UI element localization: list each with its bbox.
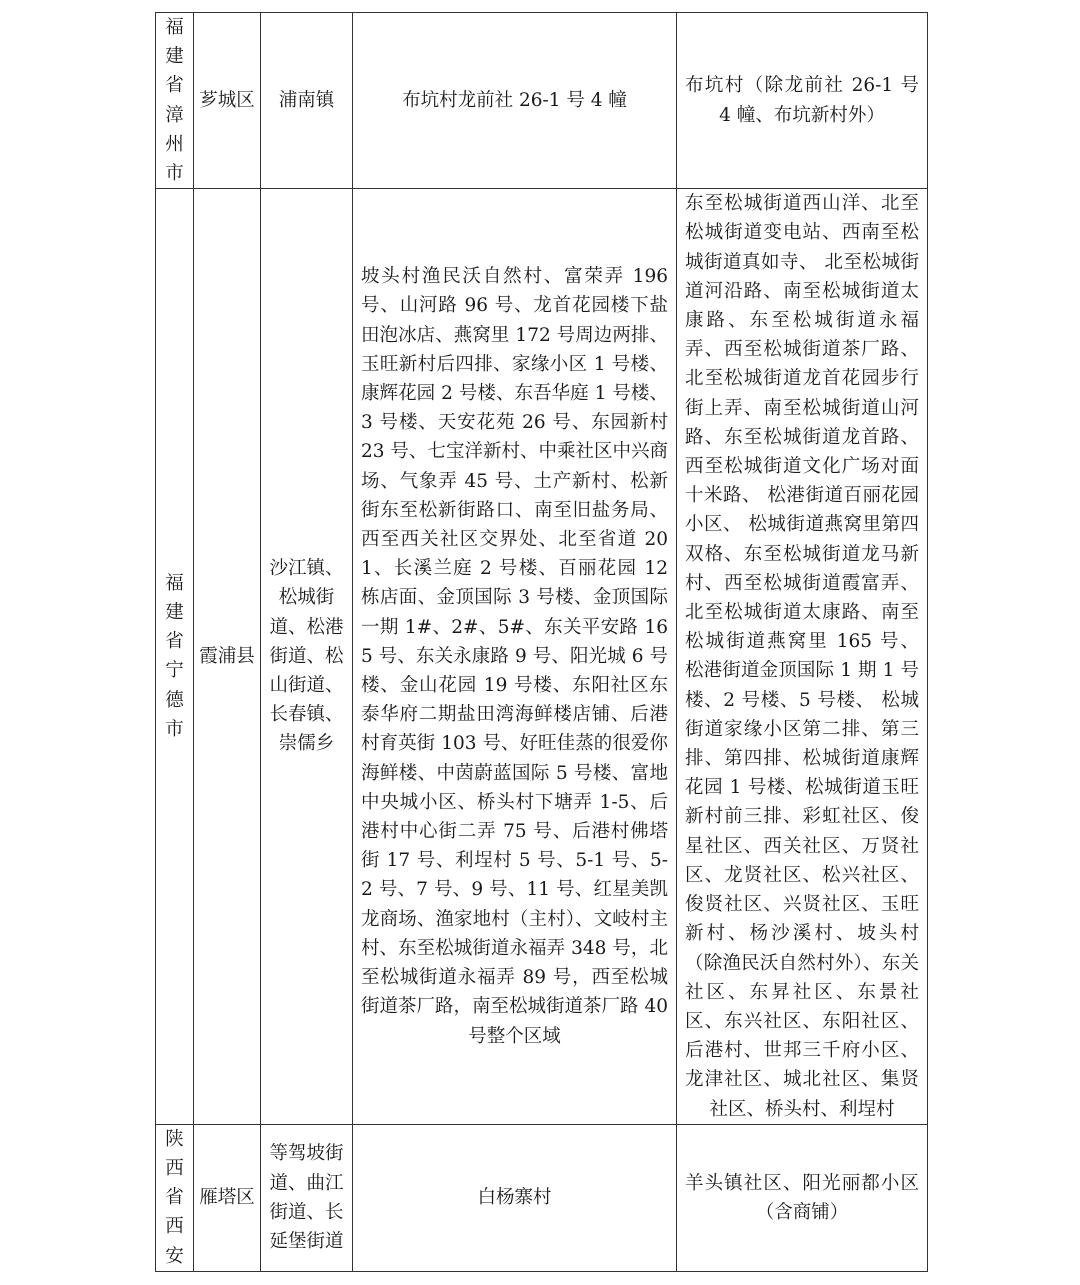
- district-cell: 雁塔区: [194, 1124, 261, 1271]
- province-city-cell: 福建省宁德市: [156, 189, 194, 1125]
- province-city-cell: 福建省漳州市: [156, 13, 194, 189]
- table-row: [156, 1124, 928, 1271]
- medium-risk-area-text: 羊头镇社区、阳光丽都小区（含商铺）: [685, 1172, 919, 1223]
- high-risk-area-cell: [353, 13, 677, 189]
- medium-risk-area-text: 布坑村（除龙前社 26-1 号 4 幢、布坑新村外）: [685, 75, 919, 126]
- town-cell: 沙江镇、松城街道、松港街道、松山街道、长春镇、崇儒乡: [261, 189, 353, 1125]
- province-city-cell: 陕西省西安: [156, 1124, 194, 1271]
- medium-risk-area-text: 东至松城街道西山洋、北至松城街道变电站、西南至松城街道真如寺、 北至松城街道河沿路、南至松城街道太康路、东至松城街道永福弄、西至松城街道茶厂路、北至松城街道龙首花园步行街上弄、南至松城街道山河路、东至松城街道龙首路、西至松城街道文化广场对面十米路、 松港街道百丽花园小区、 松城街道燕窝里第四双格、东至松城街道龙马新村、西至松城街道霞富弄、北至松城街道太康路、南至松城街道燕窝里 165 号、 松港街道金顶国际 1 期 1 号楼、2 号楼、5 号楼、 松城街道家缘小区第二排、第三排、第四排、松城街道康辉花园 1 号楼、松城街道玉旺新村前三排、彩虹社区、俊星社区、西关社区、万贤社区、龙贤社区、松兴社区、俊贤社区、兴贤社区、玉旺新村、杨沙溪村、坡头村（除渔民沃自然村外）、东关社区、东昇社区、东景社区、东兴社区、东阳社区、后港村、世邦三千府小区、龙津社区、城北社区、集贤社区、桥头村、利埕村: [685, 193, 919, 1120]
- table-row: [156, 189, 928, 1125]
- high-risk-area-cell: [353, 1124, 677, 1271]
- medium-risk-area-cell: [677, 189, 928, 1125]
- table-row: [156, 13, 928, 189]
- district-cell: 芗城区: [194, 13, 261, 189]
- medium-risk-area-cell: [677, 13, 928, 189]
- medium-risk-area-cell: [677, 1124, 928, 1271]
- town-cell: 等驾坡街道、曲江街道、长延堡街道: [261, 1124, 353, 1271]
- district-cell: 霞浦县: [194, 189, 261, 1125]
- high-risk-area-text: 布坑村龙前社 26-1 号 4 幢: [402, 90, 627, 111]
- risk-area-table: [155, 12, 928, 1272]
- high-risk-area-text: 坡头村渔民沃自然村、富荣弄 196 号、山河路 96 号、龙首花园楼下盐田泡冰店、燕窝里 172 号周边两排、玉旺新村后四排、家缘小区 1 号楼、康辉花园 2 号楼、东吾华庭 1 号楼、3 号楼、天安花苑 26 号、东园新村 23 号、七宝洋新村、中乘社区中兴商场、气象弄 45 号、土产新村、松新街东至松新街路口、南至旧盐务局、西至西关社区交界处、北至省道 201、长溪兰庭 2 号楼、百丽花园 12 栋店面、金顶国际 3 号楼、金顶国际一期 1#、2#、5#、东关平安路 165 号、东关永康路 9 号、阳光城 6 号楼、金山花园 19 号楼、东阳社区东泰华府二期盐田湾海鲜楼店铺、后港村育英街 103 号、好旺佳蒸的很爱你海鲜楼、中茵蔚蓝国际 5 号楼、富地中央城小区、桥头村下塘弄 1-5、后港村中心街二弄 75 号、后港村佛塔街 17 号、利埕村 5 号、5-1 号、5-2 号、7 号、9 号、11 号、红星美凯龙商场、渔家地村（主村）、文岐村主村、东至松城街道永福弄 348 号，北至松城街道永福弄 89 号，西至松城街道茶厂路，南至松城街道茶厂路 40 号整个区域: [361, 266, 668, 1047]
- town-cell: 浦南镇: [261, 13, 353, 189]
- high-risk-area-text: 白杨寨村: [477, 1187, 552, 1209]
- high-risk-area-cell: [353, 189, 677, 1125]
